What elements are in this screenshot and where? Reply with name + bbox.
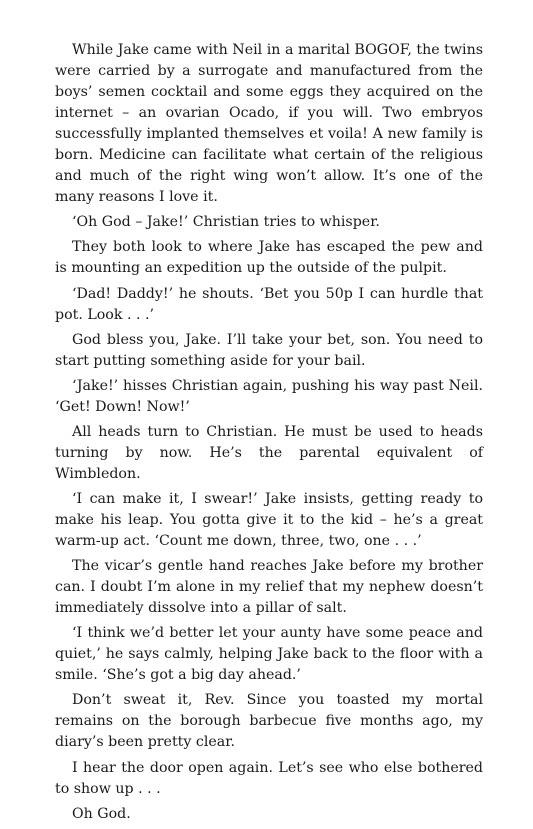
paragraph-9: The vicar’s gentle hand reaches Jake before my brother can. I doubt I’m alone in my relief that my nephew doesn’t immediately dissolve into a pillar of salt. bbox=[55, 558, 483, 617]
paragraph-5: God bless you, Jake. I’ll take your bet, son. You need to start putting something aside for your bail. bbox=[55, 331, 483, 369]
paragraph-3: They both look to where Jake has escaped the pew and is mounting an expedition up the outside of the pulpit. bbox=[55, 239, 483, 277]
paragraph-12: I hear the door open again. Let’s see who else bothered to show up . . . bbox=[55, 759, 483, 797]
paragraph-1: While Jake came with Neil in a marital BOGOF, the twins were carried by a surrogate and manufactured from the boys’ semen cocktail and some eggs they acquired on the internet – an ovarian Ocado, if you will. Two embryos successfully implanted themselves et voila! A new family is born. Medicine can facilitate what certain of the religious and much of the right wing won’t allow. It’s one of the many reasons I love it. bbox=[55, 42, 483, 206]
paragraph-4: ‘Dad! Daddy!’ he shouts. ‘Bet you 50p I can hurdle that pot. Look . . .’ bbox=[55, 285, 483, 323]
paragraph-11: Don’t sweat it, Rev. Since you toasted my mortal remains on the borough barbecue five months ago, my diary’s been pretty clear. bbox=[55, 692, 483, 751]
paragraph-7: All heads turn to Christian. He must be used to heads turning by now. He’s the parental equivalent of Wimbledon. bbox=[55, 423, 483, 482]
paragraph-13: Oh God. bbox=[72, 805, 131, 822]
paragraph-2: ‘Oh God – Jake!’ Christian tries to whisper. bbox=[72, 214, 380, 231]
paragraph-6: ‘Jake!’ hisses Christian again, pushing his way past Neil. ‘Get! Down! Now!’ bbox=[55, 377, 483, 415]
book-page-text bbox=[55, 40, 483, 829]
paragraph-10: ‘I think we’d better let your aunty have some peace and quiet,’ he says calmly, helping Jake back to the floor with a smile. ‘She’s got a big day ahead.’ bbox=[55, 625, 483, 684]
paragraph-8: ‘I can make it, I swear!’ Jake insists, getting ready to make his leap. You gotta give it to the kid – he’s a great warm-up act. ‘Count me down, three, two, one . . .’ bbox=[55, 490, 483, 550]
